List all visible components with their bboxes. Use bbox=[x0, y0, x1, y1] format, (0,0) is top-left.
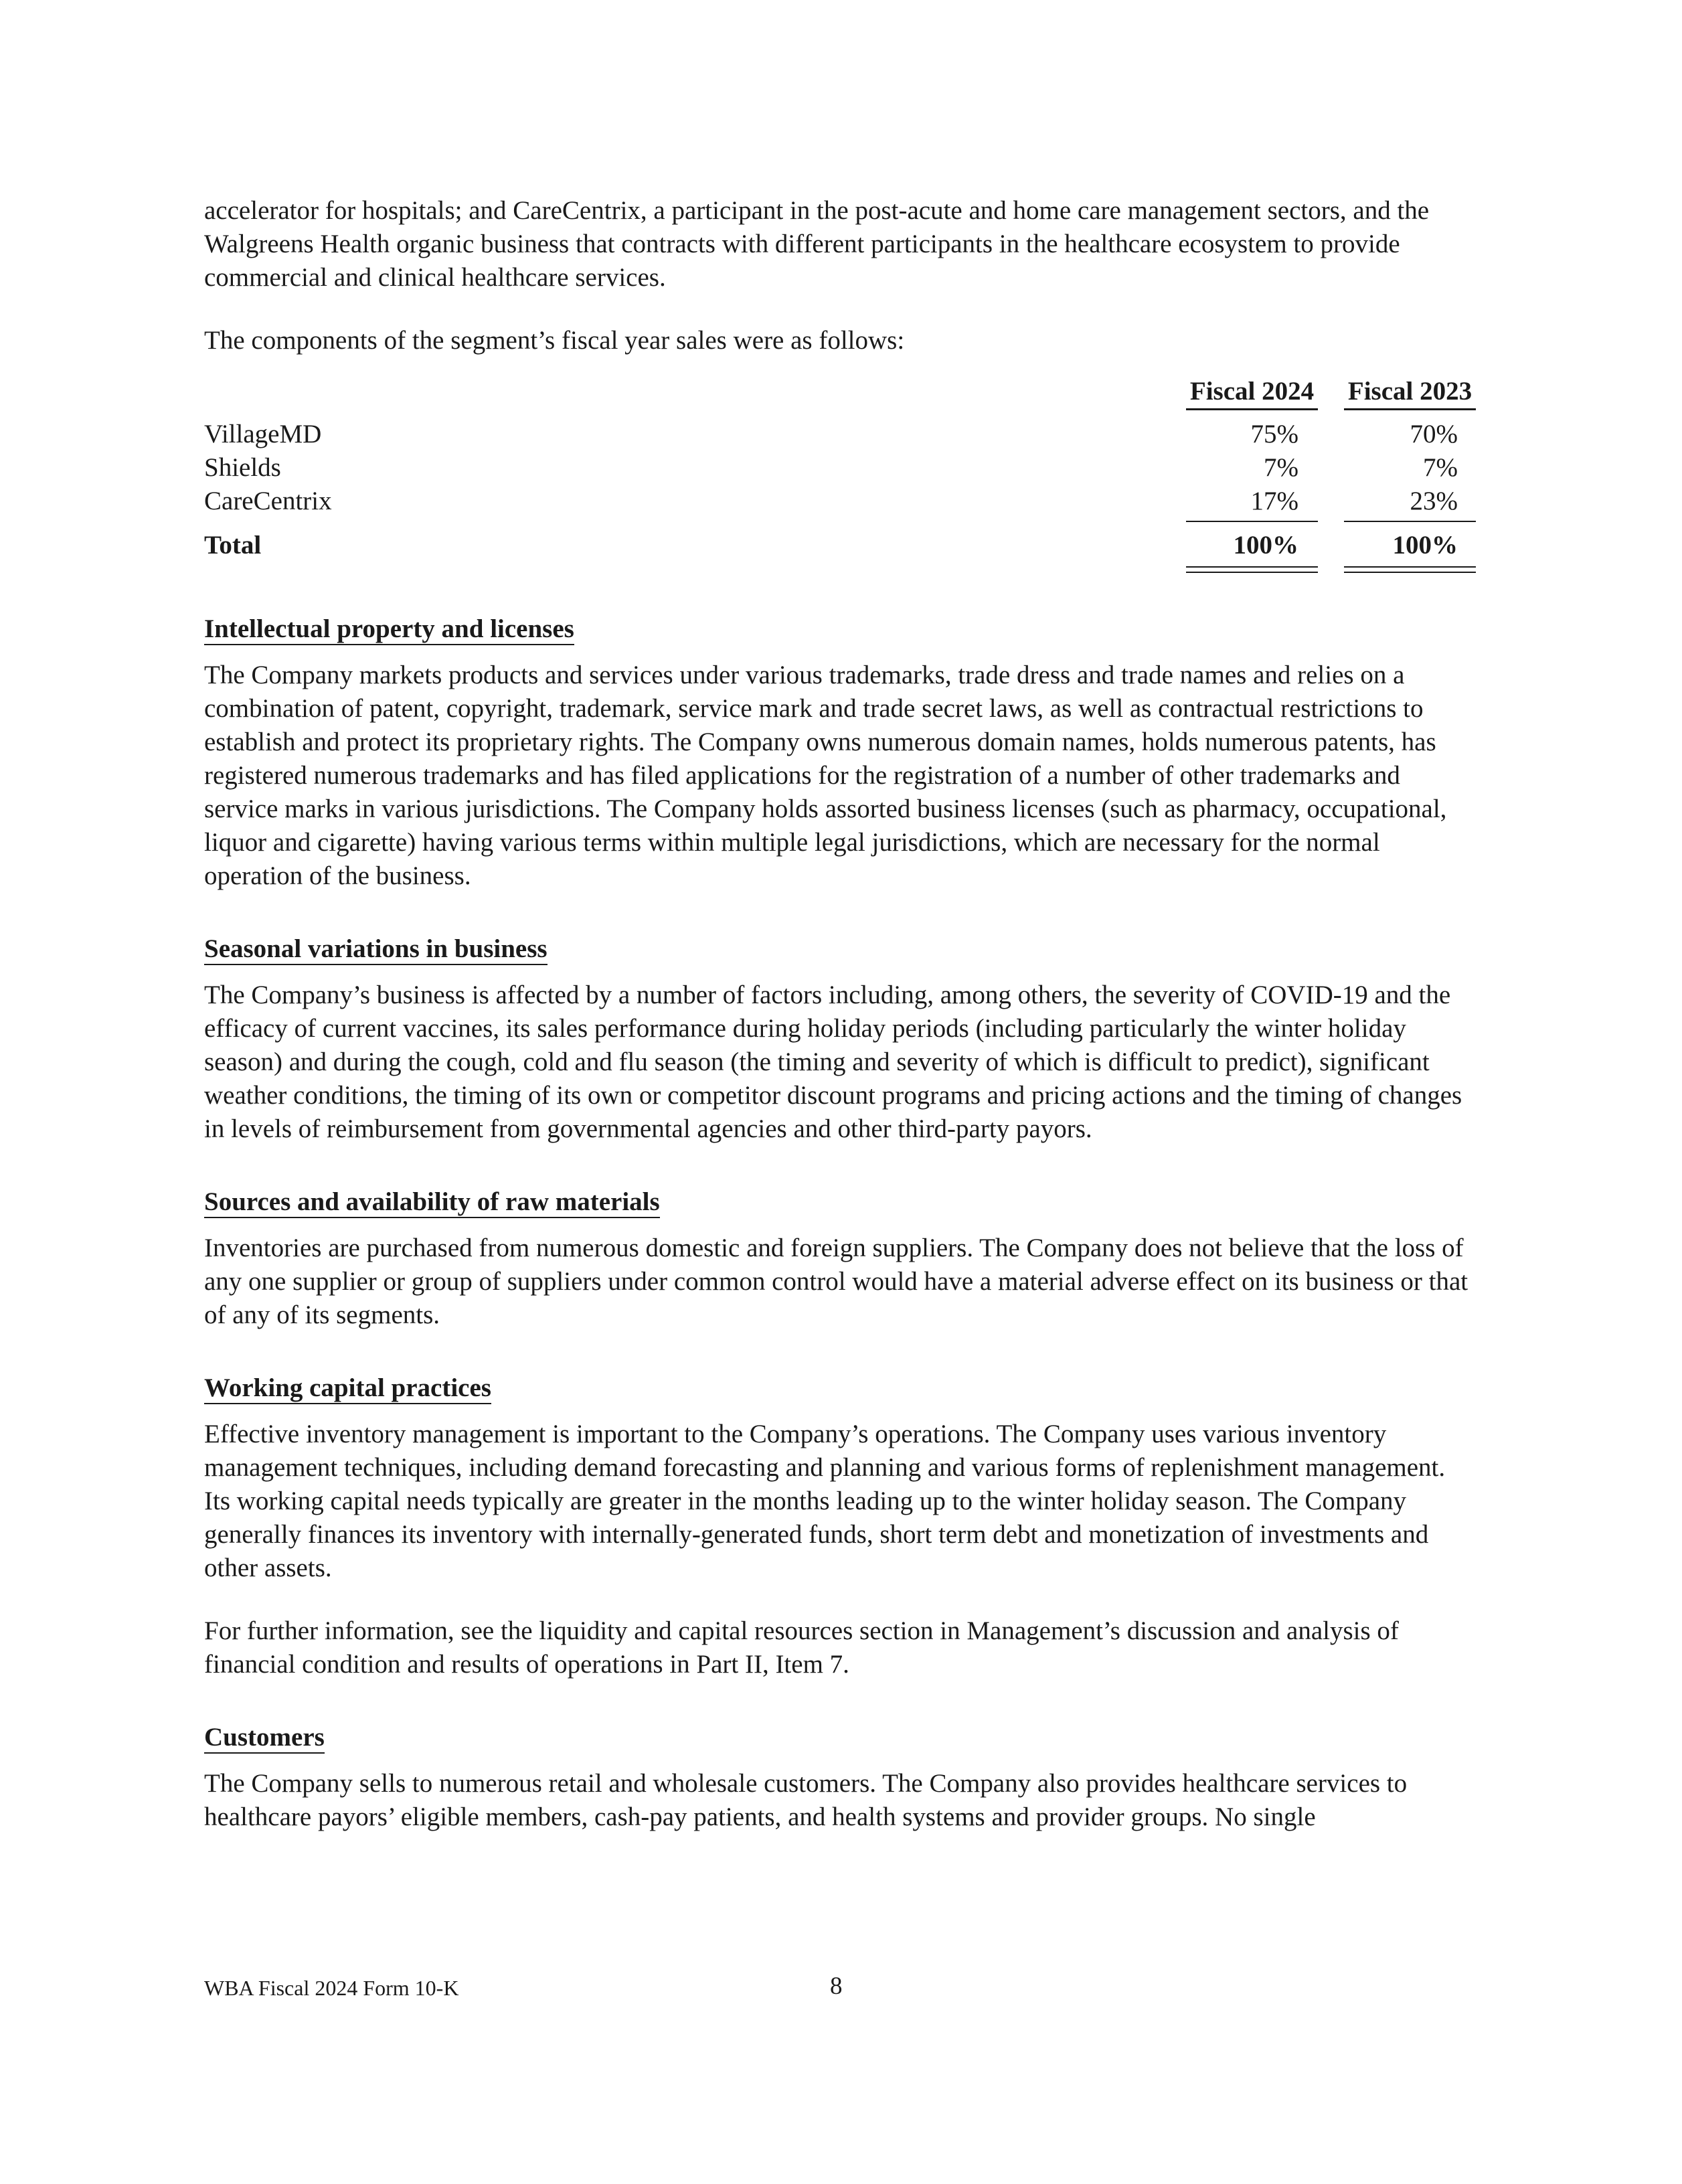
double-rule-top-2023 bbox=[1344, 566, 1476, 568]
raw-materials-paragraph: Inventories are purchased from numerous domestic and foreign suppliers. The Company does not believe that the loss of any one supplier or group of suppliers under common control would have a material adverse effect on its business or that of any of its segments. bbox=[204, 1234, 1468, 1329]
heading-working-capital: Working capital practices bbox=[204, 1373, 491, 1404]
total-label: Total bbox=[204, 531, 262, 560]
footer-page-number: 8 bbox=[830, 1972, 843, 2000]
value-fiscal-2024: 17% bbox=[1250, 487, 1298, 515]
table-total-row bbox=[204, 529, 1476, 562]
intellectual-property-paragraph: The Company markets products and services under various trademarks, trade dress and trade names and relies on a combination of patent, copyright, trademark, service mark and trade secret laws, as well as contractual restrictions to establish and protect its proprietary rights. The Company owns numerous domain names, holds numerous patents, has registered numerous trademarks and has filed applications for the registration of a number of other trademarks and service marks in various jurisdictions. The Company holds assorted business licenses (such as pharmacy, occupational, liquor and cigarette) having various terms within multiple legal jurisdictions, which are necessary for the normal operation of the business. bbox=[204, 661, 1447, 890]
subtotal-rule-2023 bbox=[1344, 521, 1476, 522]
row-label: Shields bbox=[204, 453, 281, 482]
further-information-paragraph: For further information, see the liquidity and capital resources section in Management’s discussion and analysis of financial condition and results of operations in Part II, Item 7. bbox=[204, 1616, 1399, 1679]
customers-paragraph: The Company sells to numerous retail and wholesale customers. The Company also provides healthcare services to healthcare payors’ eligible members, cash-pay patients, and health systems and provider groups. No single bbox=[204, 1769, 1408, 1831]
components-line: The components of the segment’s fiscal year sales were as follows: bbox=[204, 326, 905, 355]
double-rule-bottom-2023 bbox=[1344, 572, 1476, 573]
footer-document-label: WBA Fiscal 2024 Form 10-K bbox=[204, 1976, 459, 2000]
row-label: VillageMD bbox=[204, 420, 322, 448]
table-row bbox=[204, 485, 1476, 518]
row-label: CareCentrix bbox=[204, 487, 332, 515]
page-content bbox=[204, 194, 1476, 1834]
table-row bbox=[204, 418, 1476, 451]
value-fiscal-2023: 23% bbox=[1410, 487, 1458, 515]
heading-raw-materials: Sources and availability of raw materials bbox=[204, 1187, 660, 1218]
total-fiscal-2023: 100% bbox=[1392, 531, 1458, 560]
value-fiscal-2023: 7% bbox=[1423, 453, 1458, 482]
table-row bbox=[204, 451, 1476, 485]
seasonal-variations-paragraph: The Company’s business is affected by a number of factors including, among others, the severity of COVID-19 and the efficacy of current vaccines, its sales performance during holiday periods (including particularly the winter holiday season) and during the cough, cold and flu season (the timing and severity of which is difficult to predict), significant weather conditions, the timing of its own or competitor discount programs and pricing actions and the timing of changes in levels of reimbursement from governmental agencies and other third-party payors. bbox=[204, 981, 1462, 1143]
column-header-fiscal-2024: Fiscal 2024 bbox=[1186, 375, 1318, 410]
sales-components-table bbox=[204, 375, 1476, 616]
total-fiscal-2024: 100% bbox=[1233, 531, 1298, 560]
subtotal-rule-2024 bbox=[1186, 521, 1318, 522]
heading-intellectual-property: Intellectual property and licenses bbox=[204, 614, 574, 645]
heading-customers: Customers bbox=[204, 1723, 325, 1754]
value-fiscal-2024: 7% bbox=[1264, 453, 1298, 482]
double-rule-top-2024 bbox=[1186, 566, 1318, 568]
working-capital-paragraph: Effective inventory management is important to the Company’s operations. The Company uses various inventory management techniques, including demand forecasting and planning and various forms of replenishment management. Its working capital needs typically are greater in the months leading up to the winter holiday season. The Company generally finances its inventory with internally-generated funds, short term debt and monetization of investments and other assets. bbox=[204, 1420, 1446, 1582]
double-rule-bottom-2024 bbox=[1186, 572, 1318, 573]
intro-paragraph: accelerator for hospitals; and CareCentrix, a participant in the post-acute and home care management sectors, and the Walgreens Health organic business that contracts with different participants in the healthcare ecosystem to provide commercial and clinical healthcare services. bbox=[204, 196, 1430, 292]
value-fiscal-2023: 70% bbox=[1410, 420, 1458, 448]
heading-seasonal-variations: Seasonal variations in business bbox=[204, 934, 548, 965]
column-header-fiscal-2023: Fiscal 2023 bbox=[1344, 375, 1476, 410]
value-fiscal-2024: 75% bbox=[1250, 420, 1298, 448]
